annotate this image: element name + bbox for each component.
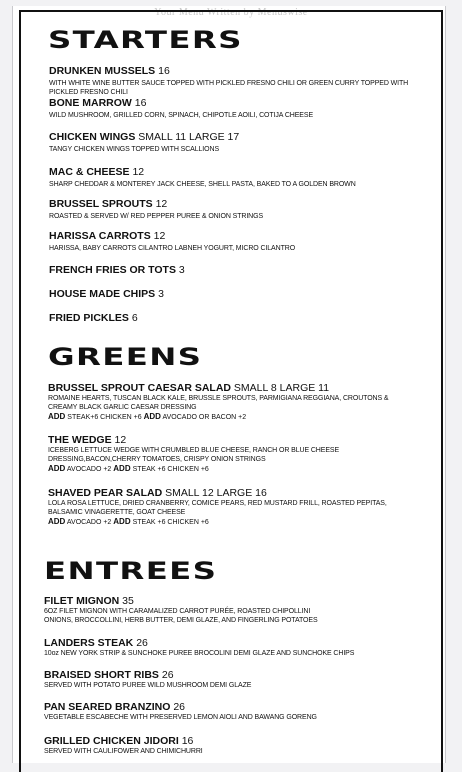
menu-item [49,264,424,276]
menu-item [48,487,418,528]
add-label: ADD [113,464,131,473]
item-name: DRUNKEN MUSSELS [49,65,156,77]
item-sizes: SMALL 11 LARGE 17 [138,131,240,143]
menu-item [48,434,413,475]
add-label: ADD [48,517,66,526]
item-price: 26 [161,669,174,681]
add-label: ADD [48,412,66,421]
item-price: 35 [122,595,134,607]
item-name: SHAVED PEAR SALAD [48,487,163,499]
menu-item [49,288,424,300]
item-addons [48,464,413,475]
section-title-starters: STARTERS [48,26,243,54]
menu-item [44,735,419,757]
menu-item [44,701,419,723]
item-name: BRAISED SHORT RIBS [44,669,159,681]
section-title-entrees: ENTREES [44,557,218,585]
item-description: HARISSA, BABY CARROTS CILANTRO LABNEH YOGURT, MICRO CILANTRO [49,245,296,252]
item-name: BONE MARROW [49,97,132,109]
addon-text: AVOCADO +2 [66,466,112,473]
item-name: HARISSA CARROTS [49,230,151,242]
item-price: 26 [173,701,186,713]
item-name: FRIED PICKLES [49,312,129,324]
item-description: SHARP CHEDDAR & MONTEREY JACK CHEESE, SHELL PASTA, BAKED TO A GOLDEN BROWN [49,181,356,188]
section-title-greens: GREENS [48,343,203,371]
addon-text: AVOCADO OR BACON +2 [162,414,247,421]
item-name: MAC & CHEESE [49,166,130,178]
item-description: 6OZ FILET MIGNON WITH CARAMALIZED CARROT PURÉE, ROASTED CHIPOLLINI ONIONS, BROCCOLLINI, HERB BUTTER, DEMI GLAZE, AND FINGERLING POTATOES [44,608,318,624]
item-name: BRUSSEL SPROUTS [49,198,153,210]
item-price: 3 [158,288,164,300]
item-price: 26 [136,637,148,649]
item-description: TANGY CHICKEN WINGS TOPPED WITH SCALLIONS [49,146,220,153]
item-price: 3 [178,264,185,276]
item-description: WITH WHITE WINE BUTTER SAUCE TOPPED WITH PICKLED FRESNO CHILI OR GREEN CURRY TOPPED WITH PICKLED FRESNO CHILI [49,80,409,96]
item-description: ICEBERG LETTUCE WEDGE WITH CRUMBLED BLUE CHEESE, RANCH OR BLUE CHEESE DRESSING,BACON,CHERRY TOMATOES, CRISPY ONION STRINGS [48,447,340,463]
item-description: SERVED WITH CAULIFOWER AND CHIMICHURRI [44,748,203,755]
item-price: 12 [114,434,127,446]
menu-item [44,637,419,659]
item-name: PAN SEARED BRANZINO [44,701,171,713]
addon-text: AVOCADO +2 [66,519,112,526]
item-name: BRUSSEL SPROUT CAESAR SALAD [48,382,231,394]
menu-item [49,312,424,324]
item-price: 12 [132,166,145,178]
item-description: SERVED WITH POTATO PUREE WILD MUSHROOM DEMI GLAZE [44,682,252,689]
add-label: ADD [48,464,66,473]
item-description: ROASTED & SERVED W/ RED PEPPER PUREE & ONION STRINGS [49,213,264,220]
item-price: 12 [155,198,168,210]
menu-item [49,198,424,222]
item-price: 16 [181,735,194,747]
item-sizes: SMALL 12 LARGE 16 [165,487,267,499]
item-price: 16 [134,97,147,109]
item-name: CHICKEN WINGS [49,131,136,143]
item-sizes: SMALL 8 LARGE 11 [233,382,330,394]
item-description: ROMAINE HEARTS, TUSCAN BLACK KALE, BRUSSLE SPROUTS, PARMIGIANA REGGIANA, CROUTONS & CREAMY BLACK GARLIC CAESAR DRESSING [48,395,389,411]
menu-item [49,131,424,155]
item-name: GRILLED CHICKEN JIDORI [44,735,179,747]
item-price: 16 [158,65,170,77]
item-name: THE WEDGE [48,434,112,446]
add-label: ADD [143,412,161,421]
item-addons [48,517,418,528]
item-description: VEGETABLE ESCABECHE WITH PRESERVED LEMON AIOLI AND BAWANG GORENG [44,714,317,721]
menu-item [49,230,424,254]
menu-item [49,166,424,190]
menu-item [48,382,393,423]
menu-item [49,97,424,121]
add-label: ADD [113,517,131,526]
menu-item [49,65,424,97]
item-name: HOUSE MADE CHIPS [49,288,156,300]
item-name: LANDERS STEAK [44,637,134,649]
addon-text: STEAK +6 CHICKEN +6 [132,519,209,526]
item-name: FILET MIGNON [44,595,120,607]
addon-text: STEAK+6 CHICKEN +6 [67,414,142,421]
item-description: LOLA ROSA LETTUCE, DRIED CRANBERRY, COMICE PEARS, RED MUSTARD FRILL, ROASTED PEPITAS, BALSAMIC VINAGERETTE, GOAT CHEESE [48,500,387,516]
item-price: 12 [153,230,166,242]
item-addons [48,412,393,423]
addon-text: STEAK +6 CHICKEN +6 [132,466,209,473]
item-price: 6 [131,312,138,324]
item-description: WILD MUSHROOM, GRILLED CORN, SPINACH, CHIPOTLE AOILI, COTIJA CHEESE [49,112,314,119]
item-description: 10oz NEW YORK STRIP & SUNCHOKE PUREE BROCOLINI DEMI GLAZE AND SUNCHOKE CHIPS [44,650,355,657]
menu-item [44,669,419,691]
menu-item [44,595,324,625]
item-name: FRENCH FRIES OR TOTS [49,264,176,276]
watermark-text: Your Menu Written by Menuswise [154,7,308,18]
